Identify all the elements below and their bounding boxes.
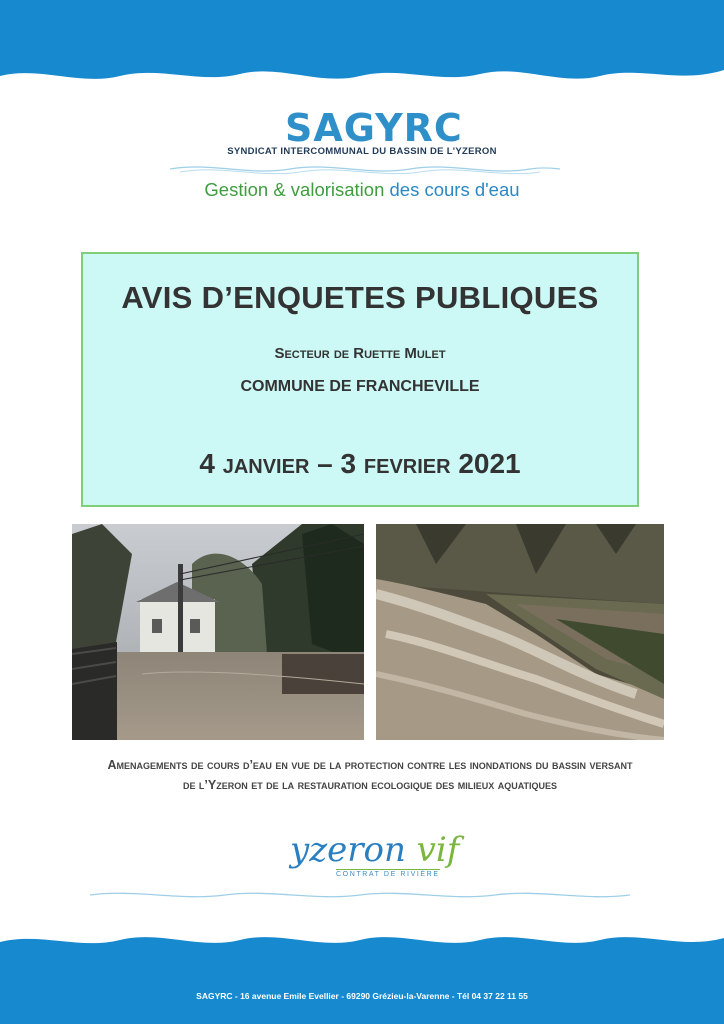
footer-address: SAGYRC - 16 avenue Emile Evellier - 69290 Grézieu-la-Varenne - Tél 04 37 22 11 55 (196, 991, 528, 1001)
notice-commune: COMMUNE DE FRANCHEVILLE (240, 378, 480, 395)
notice-dates: 4 janvier – 3 fevrier 2021 (199, 448, 521, 479)
logo-org-line-2: DU BASSIN DE L'YZERON (372, 146, 497, 157)
top-wave-band (0, 0, 724, 92)
tagline-part-1: Gestion & valorisation (204, 179, 385, 200)
project-caption: Amenagements de cours d’eau en vue de la protection contre les inondations du bassin versant de l’Yzeron et de la restauration ecologique des milieux aquatiques (107, 758, 633, 792)
tagline-part-2: des cours d'eau (384, 179, 520, 200)
yzeron-subtitle: CONTRAT DE RIVIÈRE (336, 871, 440, 878)
photo-flooded-street (72, 524, 364, 740)
yzeron-word-2: vif (405, 830, 460, 870)
notice-sector: Secteur de Ruette Mulet (274, 345, 446, 362)
yzeron-wordmark (290, 830, 459, 870)
notice-title: AVIS D’ENQUETES PUBLIQUES (121, 280, 599, 315)
photo-river-flood (376, 524, 664, 740)
yzeron-word-1: yzeron (290, 830, 406, 870)
logo-org-name (0, 146, 724, 157)
logo-org-line-1: SYNDICAT INTERCOMMUNAL (227, 146, 370, 157)
logo-wave-lines (170, 160, 560, 178)
notice-box (81, 252, 639, 507)
logo-wordmark: SAGYRC (285, 106, 463, 150)
wave-divider (90, 888, 630, 902)
bottom-wave-band (0, 930, 724, 1024)
tagline (0, 178, 724, 202)
